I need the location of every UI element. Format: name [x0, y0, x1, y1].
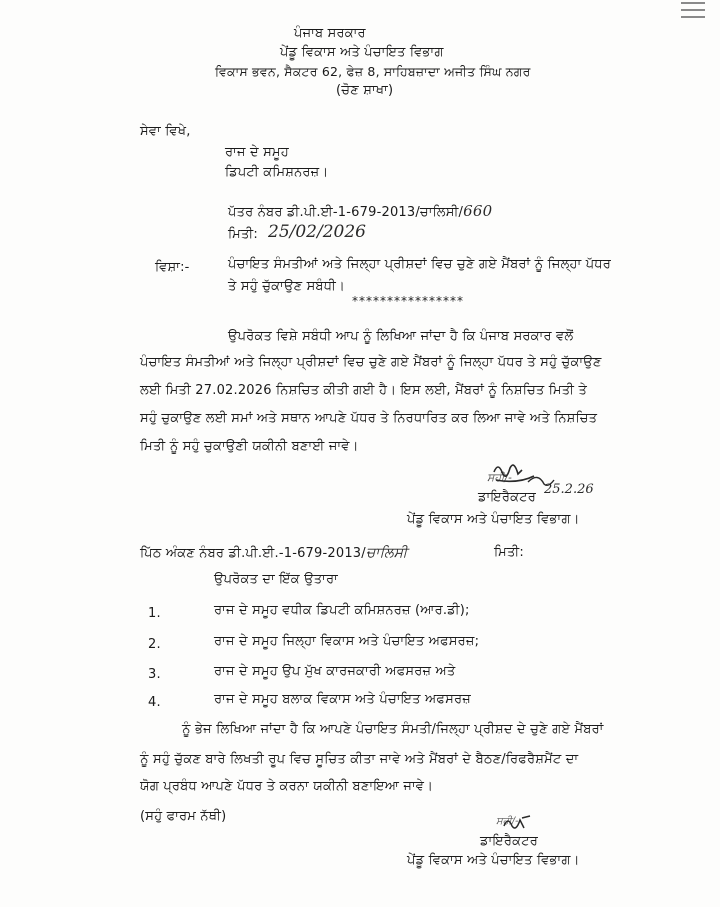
signature-2-department: ਪੇਂਡੂ ਵਿਕਾਸ ਅਤੇ ਪੰਚਾਇਤ ਵਿਭਾਗ।: [407, 853, 580, 868]
signature-1-title: ਡਾਇਰੈਕਟਰ: [478, 490, 536, 505]
list-item-4-text: ਰਾਜ ਦੇ ਸਮੂਹ ਬਲਾਕ ਵਿਕਾਸ ਅਤੇ ਪੰਚਾਇਤ ਅਫਸਰਜ਼: [214, 692, 471, 707]
signature-2-title: ਡਾਇਰੈਕਟਰ: [480, 834, 538, 849]
signature-1-date: 25.2.26: [544, 482, 594, 497]
address-recipient-2: ਡਿਪਟੀ ਕਮਿਸ਼ਨਰਜ਼।: [225, 165, 329, 180]
list-item-1-text: ਰਾਜ ਦੇ ਸਮੂਹ ਵਧੀਕ ਡਿਪਟੀ ਕਮਿਸ਼ਨਰਜ਼ (ਆਰ.ਡੀ);: [214, 603, 470, 618]
header-government: ਪੰਜਾਬ ਸਰਕਾਰ: [294, 26, 366, 41]
endorsement-body-line-3: ਯੋਗ ਪ੍ਰਬੰਧ ਆਪਣੇ ਪੱਧਰ ਤੇ ਕਰਨਾ ਯਕੀਨੀ ਬਣਾਇਆ ਜਾਵੇ।: [140, 779, 434, 794]
body-line-4: ਸਹੁੰ ਚੁਕਾਉਣ ਲਈ ਸਮਾਂ ਅਤੇ ਸਥਾਨ ਆਪਣੇ ਪੱਧਰ ਤੇ ਨਿਰਧਾਰਿਤ ਕਰ ਲਿਆ ਜਾਵੇ ਅਤੇ ਨਿਸ਼ਚਿਤ: [140, 411, 598, 426]
letter-number-handwritten: 660: [463, 202, 493, 220]
subject-label: ਵਿਸ਼ਾ:-: [155, 260, 190, 275]
header-branch: (ਚੋਣ ਸ਼ਾਖਾ): [336, 83, 394, 98]
body-line-3: ਲਈ ਮਿਤੀ 27.02.2026 ਨਿਸ਼ਚਿਤ ਕੀਤੀ ਗਈ ਹੈ। ਇਸ ਲਈ, ਮੈਂਬਰਾਂ ਨੂੰ ਨਿਸ਼ਚਿਤ ਮਿਤੀ ਤੇ: [140, 383, 588, 398]
endorsement-copy-line: ਉਪਰੋਕਤ ਦਾ ਇੱਕ ਉਤਾਰਾ: [214, 572, 338, 587]
letter-date-label: ਮਿਤੀ:: [228, 227, 258, 242]
menu-icon[interactable]: [681, 0, 705, 20]
signature-1-initials: ਸਹੀ/-: [487, 471, 512, 484]
endorsement-body-line-1: ਨੂੰ ਭੇਜ ਲਿਖਿਆ ਜਾਂਦਾ ਹੈ ਕਿ ਆਪਣੇ ਪੰਚਾਇਤ ਸੰਮਤੀ/ਜਿਲ੍ਹਾ ਪ੍ਰੀਸ਼ਦ ਦੇ ਚੁਣੇ ਗਏ ਮੈਂਬਰਾਂ: [182, 722, 604, 737]
signature-2-initials: ਸਹੀ/-: [496, 816, 519, 827]
oath-form-enclosed: (ਸਹੁੰ ਫਾਰਮ ਨੱਥੀ): [140, 809, 227, 824]
header-department: ਪੇਂਡੂ ਵਿਕਾਸ ਅਤੇ ਪੰਚਾਇਤ ਵਿਭਾਗ: [280, 45, 444, 60]
list-item-2-text: ਰਾਜ ਦੇ ਸਮੂਹ ਜਿਲ੍ਹਾ ਵਿਕਾਸ ਅਤੇ ਪੰਚਾਇਤ ਅਫਸਰਜ਼;: [214, 634, 480, 649]
signature-1-department: ਪੇਂਡੂ ਵਿਕਾਸ ਅਤੇ ਪੰਚਾਇਤ ਵਿਭਾਗ।: [407, 512, 580, 527]
endorsement-number-label: ਪਿੱਠ ਅੰਕਣ ਨੰਬਰ ਡੀ.ਪੀ.ਈ.-1-679-2013/: [140, 546, 366, 561]
body-line-2: ਪੰਚਾਇਤ ਸੰਮਤੀਆਂ ਅਤੇ ਜਿਲ੍ਹਾ ਪ੍ਰੀਸ਼ਦਾਂ ਵਿਚ ਚੁਣੇ ਗਏ ਮੈਂਬਰਾਂ ਨੂੰ ਜਿਲ੍ਹਾ ਪੱਧਰ ਤੇ ਸਹੁੰ ਚੁੱਕਾਉਣ: [140, 355, 602, 370]
letter-date-handwritten: 25/02/2026: [268, 222, 366, 242]
list-item-3-text: ਰਾਜ ਦੇ ਸਮੂਹ ਉਪ ਮੁੱਖ ਕਾਰਜਕਾਰੀ ਅਫਸਰਜ਼ ਅਤੇ: [214, 664, 456, 679]
list-item-1-number: 1.: [148, 606, 161, 621]
endorsement-body-line-2: ਨੂੰ ਸਹੁੰ ਚੁੱਕਣ ਬਾਰੇ ਲਿਖਤੀ ਰੂਪ ਵਿਚ ਸੂਚਿਤ ਕੀਤਾ ਜਾਵੇ ਅਤੇ ਮੈਂਬਰਾਂ ਦੇ ਬੈਠਣ/ਰਿਫਰੈਸ਼ਮੈਂਟ ਦਾ: [140, 752, 579, 767]
body-line-5: ਮਿਤੀ ਨੂੰ ਸਹੁੰ ਚੁਕਾਉਣੀ ਯਕੀਨੀ ਬਣਾਈ ਜਾਵੇ।: [140, 439, 359, 454]
subject-separator: ****************: [352, 294, 464, 308]
address-recipient-1: ਰਾਜ ਦੇ ਸਮੂਹ: [225, 145, 289, 160]
endorsement-number: [140, 545, 407, 562]
endorsement-date-label: ਮਿਤੀ:: [494, 545, 524, 560]
address-seva-vikhe: ਸੇਵਾ ਵਿਖੇ,: [140, 124, 191, 139]
header-address: ਵਿਕਾਸ ਭਵਨ, ਸੈਕਟਰ 62, ਫੇਜ਼ 8, ਸਾਹਿਬਜ਼ਾਦਾ ਅਜੀਤ ਸਿੰਘ ਨਗਰ: [215, 64, 531, 79]
list-item-3-number: 3.: [148, 667, 161, 682]
subject-line-1: ਪੰਚਾਇਤ ਸੰਮਤੀਆਂ ਅਤੇ ਜਿਲ੍ਹਾ ਪ੍ਰੀਸ਼ਦਾਂ ਵਿਚ ਚੁਣੇ ਗਏ ਮੈਂਬਰਾਂ ਨੂੰ ਜਿਲ੍ਹਾ ਪੱਧਰ: [228, 257, 611, 272]
letter-number-label: ਪੱਤਰ ਨੰਬਰ ਡੀ.ਪੀ.ਈ-1-679-2013/ਚਾਲਿਸੀ/: [228, 205, 464, 220]
body-line-1: ਉਪਰੋਕਤ ਵਿਸ਼ੇ ਸਬੰਧੀ ਆਪ ਨੂੰ ਲਿਖਿਆ ਜਾਂਦਾ ਹੈ ਕਿ ਪੰਜਾਬ ਸਰਕਾਰ ਵਲੋਂ: [228, 329, 574, 344]
list-item-4-number: 4.: [148, 695, 161, 710]
letter-number: [228, 203, 492, 221]
subject-line-2: ਤੇ ਸਹੁੰ ਚੁੱਕਾਉਣ ਸਬੰਧੀ।: [228, 279, 346, 294]
list-item-2-number: 2.: [148, 637, 161, 652]
endorsement-number-handwritten: ਚਾਲਿਸੀ: [365, 545, 408, 561]
